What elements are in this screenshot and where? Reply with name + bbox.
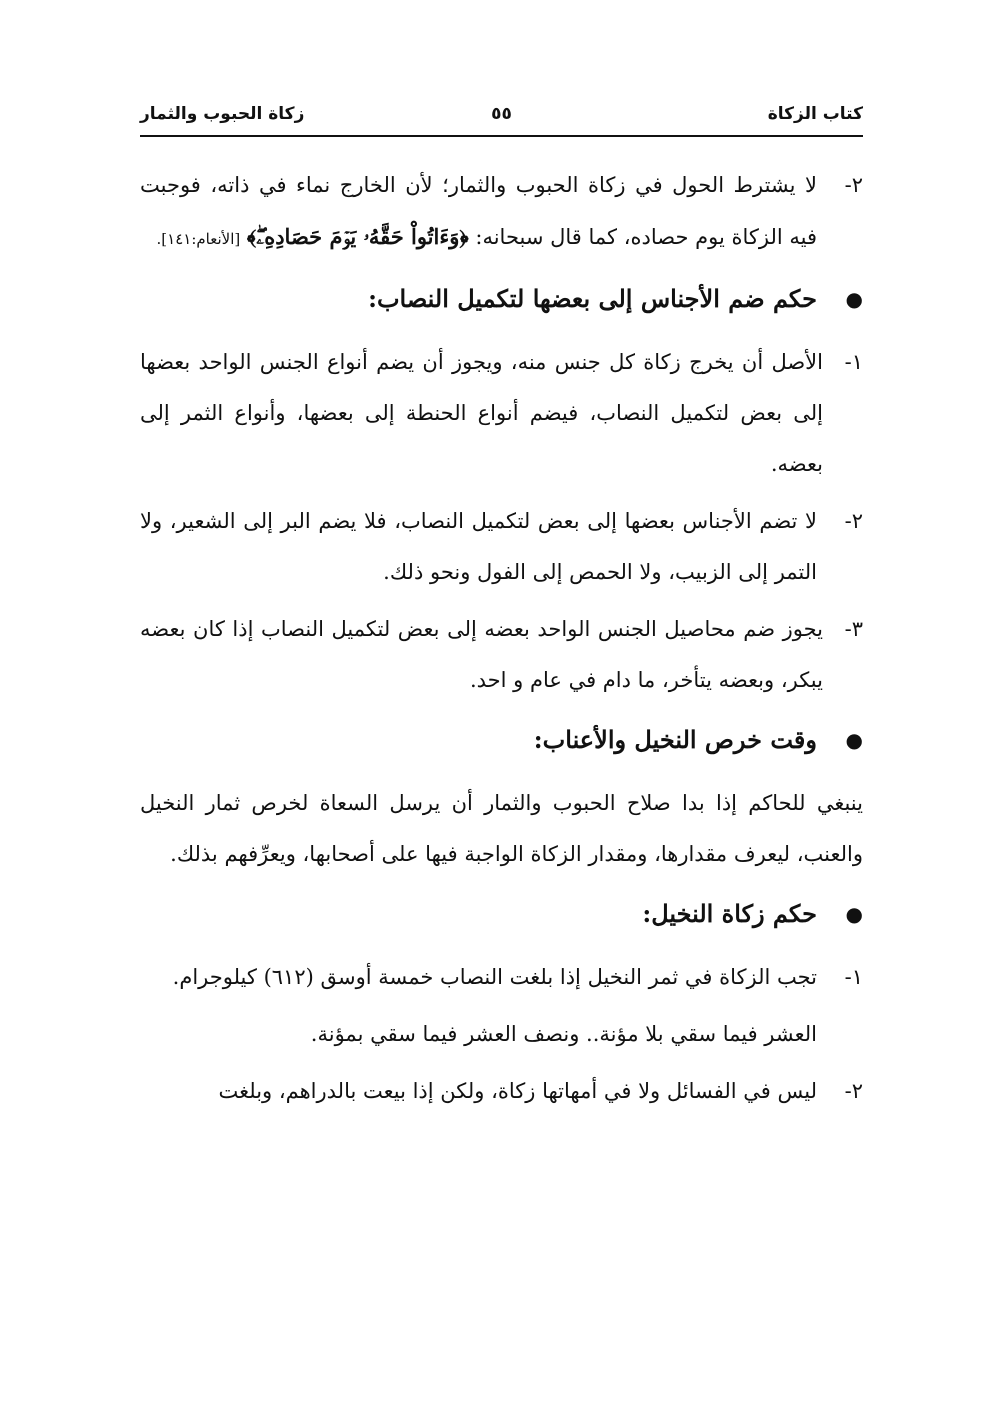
list-item: [140, 1066, 863, 1117]
section-heading: [140, 275, 863, 323]
section-heading: [140, 716, 863, 764]
header-book-title: كتاب الزكاة: [767, 104, 863, 124]
section-heading: [140, 890, 863, 938]
list-item: [140, 160, 863, 265]
page-number: ٥٥: [491, 104, 512, 124]
quran-verse: ﴿وَءَاتُواْ حَقَّهُۥ يَوۡمَ حَصَادِهِۦۖ﴾: [246, 224, 469, 249]
header-chapter-title: زكاة الحبوب والثمار: [140, 104, 305, 124]
page-body: [140, 160, 863, 1123]
bullet-icon: ●: [845, 728, 863, 752]
item-text: ليس في الفسائل ولا في أمهاتها زكاة، ولكن إذا بيعت بالدراهم، وبلغت: [218, 1079, 817, 1103]
list-item: [140, 337, 863, 490]
item-number: ٣-: [844, 617, 863, 641]
list-item: [140, 496, 863, 598]
item-number: ٢-: [844, 1079, 863, 1103]
item-number: ٢-: [844, 509, 863, 533]
header-divider: [140, 135, 863, 137]
item-text: يجوز ضم محاصيل الجنس الواحد بعضه إلى بعض لتكميل النصاب إذا كان بعضه يبكر، وبعضه يتأخر، ما دام في عام و احد.: [140, 617, 823, 692]
item-number: ١-: [844, 965, 863, 989]
heading-text: حكم زكاة النخيل:: [642, 899, 817, 928]
paragraph: ينبغي للحاكم إذا بدا صلاح الحبوب والثمار أن يرسل السعاة لخرص ثمار النخيل والعنب، ليعرف مقدارها، ومقدار الزكاة الواجبة فيها على أصحابها، ويعرِّفهم بذلك.: [140, 791, 863, 866]
list-item: [140, 952, 863, 1003]
item-number: ١-: [844, 350, 863, 374]
item-number: ٢-: [844, 173, 863, 197]
running-header: [140, 100, 863, 134]
heading-text: وقت خرص النخيل والأعناب:: [533, 725, 817, 754]
bullet-icon: ●: [845, 902, 863, 926]
item-text: تجب الزكاة في ثمر النخيل إذا بلغت النصاب خمسة أوسق (٦١٢) كيلوجرام.: [172, 965, 817, 989]
bullet-icon: ●: [845, 287, 863, 311]
item-text: الأصل أن يخرج زكاة كل جنس منه، ويجوز أن يضم أنواع الجنس الواحد بعضها إلى بعض لتكميل النصاب، فيضم أنواع الحنطة إلى بعضها، وأنواع الثمر إلى بعضه.: [140, 350, 823, 476]
item-text: لا تضم الأجناس بعضها إلى بعض لتكميل النصاب، فلا يضم البر إلى الشعير، ولا التمر إلى الزبيب، ولا الحمص إلى الفول ونحو ذلك.: [140, 509, 817, 584]
list-item: [140, 604, 863, 706]
heading-text: حكم ضم الأجناس إلى بعضها لتكميل النصاب:: [368, 284, 817, 313]
item-text: لا يشترط الحول في زكاة الحبوب والثمار؛ لأن الخارج نماء في ذاته، فوجبت فيه الزكاة يوم حصاده، كما قال سبحانه:: [140, 173, 817, 249]
verse-reference: [الأنعام:١٤١].: [156, 230, 241, 248]
item-subnote: العشر فيما سقي بلا مؤنة.. ونصف العشر فيما سقي بمؤنة.: [310, 1022, 817, 1046]
